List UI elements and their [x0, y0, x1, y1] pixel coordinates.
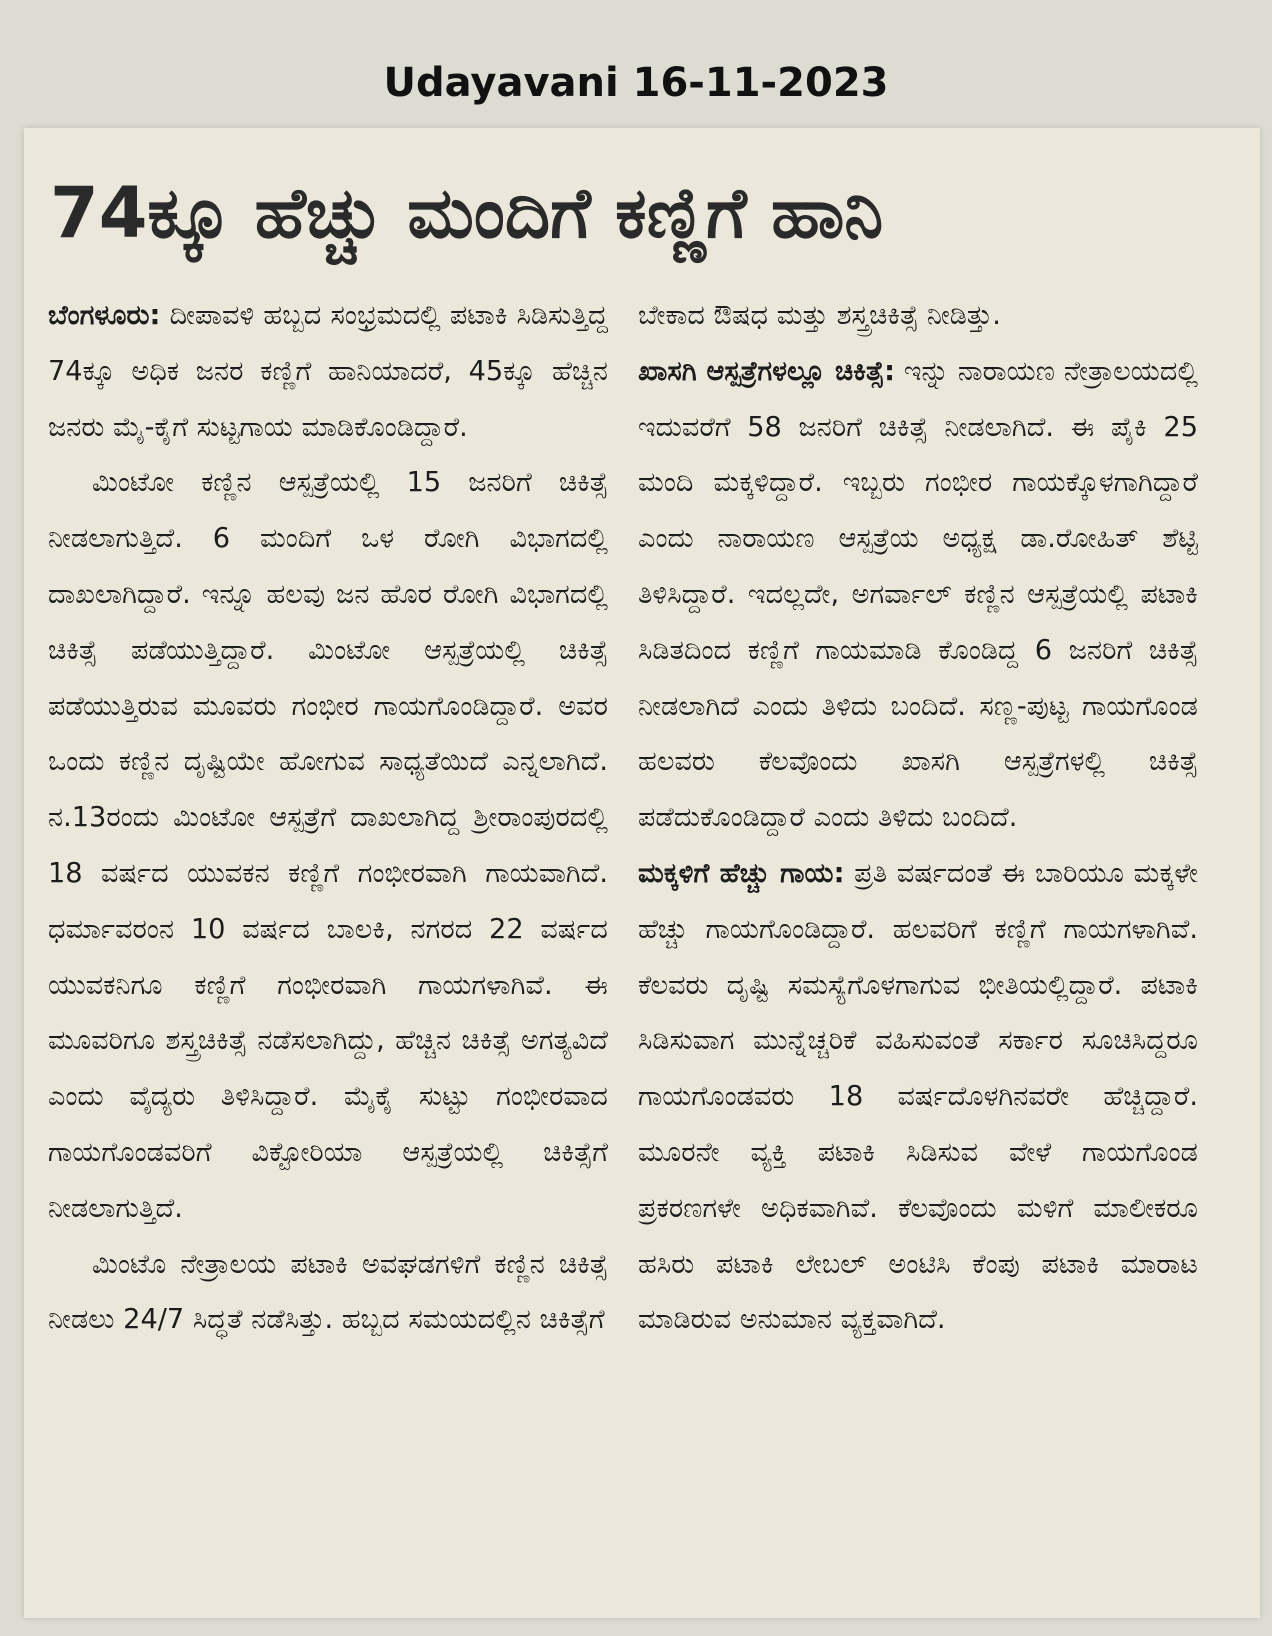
- paragraph: ಬೇಕಾದ ಔಷಧ ಮತ್ತು ಶಸ್ತ್ರಚಿಕಿತ್ಸೆ ನೀಡಿತ್ತು.: [638, 300, 1001, 331]
- paragraph: [638, 344, 1198, 846]
- newspaper-clipping: [24, 128, 1260, 1618]
- paragraph-text: ಪ್ರತಿ ವರ್ಷದಂತೆ ಈ ಬಾರಿಯೂ ಮಕ್ಕಳೇ ಹೆಚ್ಚು ಗಾಯಗೊಂಡಿದ್ದಾರೆ. ಹಲವರಿಗೆ ಕಣ್ಣಿಗೆ ಗಾಯಗಳಾಗಿವೆ. ಕೆಲವರು ದೃಷ್ಟಿ ಸಮಸ್ಯೆಗೊಳಗಾಗುವ ಭೀತಿಯಲ್ಲಿದ್ದಾರೆ. ಪಟಾಕಿ ಸಿಡಿಸುವಾಗ ಮುನ್ನೆಚ್ಚರಿಕೆ ವಹಿಸುವಂತೆ ಸರ್ಕಾರ ಸೂಚಿಸಿದ್ದರೂ ಗಾಯಗೊಂಡವರು 18 ವರ್ಷದೊಳಗಿನವರೇ ಹೆಚ್ಚಿದ್ದಾರೆ. ಮೂರನೇ ವ್ಯಕ್ತಿ ಪಟಾಕಿ ಸಿಡಿಸುವ ವೇಳೆ ಗಾಯಗೊಂಡ ಪ್ರಕರಣಗಳೇ ಅಧಿಕವಾಗಿವೆ. ಕೆಲವೊಂದು ಮಳಿಗೆ ಮಾಲೀಕರೂ ಹಸಿರು ಪಟಾಕಿ ಲೇಬಲ್ ಅಂಟಿಸಿ ಕೆಂಪು ಪಟಾಕಿ ಮಾರಾಟ ಮಾಡಿರುವ ಅನುಮಾನ ವ್ಯಕ್ತವಾಗಿದೆ.: [638, 857, 1198, 1336]
- dateline: ಬೆಂಗಳೂರು:: [48, 300, 161, 331]
- subheading: ಖಾಸಗಿ ಆಸ್ಪತ್ರೆಗಳಲ್ಲೂ ಚಿಕಿತ್ಸೆ:: [638, 355, 895, 387]
- paragraph-text: ದೀಪಾವಳಿ ಹಬ್ಬದ ಸಂಭ್ರಮದಲ್ಲಿ ಪಟಾಕಿ ಸಿಡಿಸುತ್ತಿದ್ದ 74ಕ್ಕೂ ಅಧಿಕ ಜನರ ಕಣ್ಣಿಗೆ ಹಾನಿಯಾದರೆ, 45ಕ್ಕೂ ಹೆಚ್ಚಿನ ಜನರು ಮೈ-ಕೈಗೆ ಸುಟ್ಟಗಾಯ ಮಾಡಿಕೊಂಡಿದ್ದಾರೆ.: [48, 300, 608, 443]
- article-column-right: [638, 288, 1198, 1598]
- article-column-left: [48, 288, 608, 1598]
- paragraph-text: ಇನ್ನು ನಾರಾಯಣ ನೇತ್ರಾಲಯದಲ್ಲಿ ಇದುವರೆಗೆ 58 ಜನರಿಗೆ ಚಿಕಿತ್ಸೆ ನೀಡಲಾಗಿದೆ. ಈ ಪೈಕಿ 25 ಮಂದಿ ಮಕ್ಕಳಿದ್ದಾರೆ. ಇಬ್ಬರು ಗಂಭೀರ ಗಾಯಕ್ಕೊಳಗಾಗಿದ್ದಾರೆ ಎಂದು ನಾರಾಯಣ ಆಸ್ಪತ್ರೆಯ ಅಧ್ಯಕ್ಷ ಡಾ.ರೋಹಿತ್ ಶೆಟ್ಟಿ ತಿಳಿಸಿದ್ದಾರೆ. ಇದಲ್ಲದೇ, ಅಗರ್ವಾಲ್ ಕಣ್ಣಿನ ಆಸ್ಪತ್ರೆಯಲ್ಲಿ ಪಟಾಕಿ ಸಿಡಿತದಿಂದ ಕಣ್ಣಿಗೆ ಗಾಯಮಾಡಿ ಕೊಂಡಿದ್ದ 6 ಜನರಿಗೆ ಚಿಕಿತ್ಸೆ ನೀಡಲಾಗಿದೆ ಎಂದು ತಿಳಿದು ಬಂದಿದೆ. ಸಣ್ಣ-ಪುಟ್ಟ ಗಾಯಗೊಂಡ ಹಲವರು ಕೆಲವೊಂದು ಖಾಸಗಿ ಆಸ್ಪತ್ರೆಗಳಲ್ಲಿ ಚಿಕಿತ್ಸೆ ಪಡೆದುಕೊಂಡಿದ್ದಾರೆ ಎಂದು ತಿಳಿದು ಬಂದಿದೆ.: [638, 355, 1198, 834]
- subheading: ಮಕ್ಕಳಿಗೆ ಹೆಚ್ಚು ಗಾಯ:: [638, 857, 845, 889]
- headline: 74ಕ್ಕೂ ಹೆಚ್ಚು ಮಂದಿಗೆ ಕಣ್ಣಿಗೆ ಹಾನಿ: [50, 172, 884, 254]
- paragraph: [638, 846, 1198, 1348]
- paragraph: ಮಿಂಟೊ ನೇತ್ರಾಲಯ ಪಟಾಕಿ ಅವಘಡಗಳಿಗೆ ಕಣ್ಣಿನ ಚಿಕಿತ್ಸೆ ನೀಡಲು 24/7 ಸಿದ್ಧತೆ ನಡೆಸಿತ್ತು. ಹಬ್ಬದ ಸಮಯದಲ್ಲಿನ ಚಿಕಿತ್ಸೆಗೆ: [48, 1248, 608, 1336]
- paragraph: ಮಿಂಟೋ ಕಣ್ಣಿನ ಆಸ್ಪತ್ರೆಯಲ್ಲಿ 15 ಜನರಿಗೆ ಚಿಕಿತ್ಸೆ ನೀಡಲಾಗುತ್ತಿದೆ. 6 ಮಂದಿಗೆ ಒಳ ರೋಗಿ ವಿಭಾಗದಲ್ಲಿ ದಾಖಲಾಗಿದ್ದಾರೆ. ಇನ್ನೂ ಹಲವು ಜನ ಹೊರ ರೋಗಿ ವಿಭಾಗದಲ್ಲಿ ಚಿಕಿತ್ಸೆ ಪಡೆಯುತ್ತಿದ್ದಾರೆ. ಮಿಂಟೋ ಆಸ್ಪತ್ರೆಯಲ್ಲಿ ಚಿಕಿತ್ಸೆ ಪಡೆಯುತ್ತಿರುವ ಮೂವರು ಗಂಭೀರ ಗಾಯಗೊಂಡಿದ್ದಾರೆ. ಅವರ ಒಂದು ಕಣ್ಣಿನ ದೃಷ್ಟಿಯೇ ಹೋಗುವ ಸಾಧ್ಯತೆಯಿದೆ ಎನ್ನಲಾಗಿದೆ. ನ.13ರಂದು ಮಿಂಟೋ ಆಸ್ಪತ್ರೆಗೆ ದಾಖಲಾಗಿದ್ದ ಶ್ರೀರಾಂಪುರದಲ್ಲಿ 18 ವರ್ಷದ ಯುವಕನ ಕಣ್ಣಿಗೆ ಗಂಭೀರವಾಗಿ ಗಾಯವಾಗಿದೆ. ಧರ್ಮಾವರಂನ 10 ವರ್ಷದ ಬಾಲಕಿ, ನಗರದ 22 ವರ್ಷದ ಯುವಕನಿಗೂ ಕಣ್ಣಿಗೆ ಗಂಭೀರವಾಗಿ ಗಾಯಗಳಾಗಿವೆ. ಈ ಮೂವರಿಗೂ ಶಸ್ತ್ರಚಿಕಿತ್ಸೆ ನಡೆಸಲಾಗಿದ್ದು, ಹೆಚ್ಚಿನ ಚಿಕಿತ್ಸೆ ಅಗತ್ಯವಿದೆ ಎಂದು ವೈದ್ಯರು ತಿಳಿಸಿದ್ದಾರೆ. ಮೈಕೈ ಸುಟ್ಟು ಗಂಭೀರವಾದ ಗಾಯಗೊಂಡವರಿಗೆ ವಿಕ್ಟೋರಿಯಾ ಆಸ್ಪತ್ರೆಯಲ್ಲಿ ಚಿಕಿತ್ಸೆಗೆ ನೀಡಲಾಗುತ್ತಿದೆ.: [48, 467, 608, 1224]
- paragraph: [48, 288, 608, 455]
- caption-source-date: Udayavani 16-11-2023: [383, 60, 889, 106]
